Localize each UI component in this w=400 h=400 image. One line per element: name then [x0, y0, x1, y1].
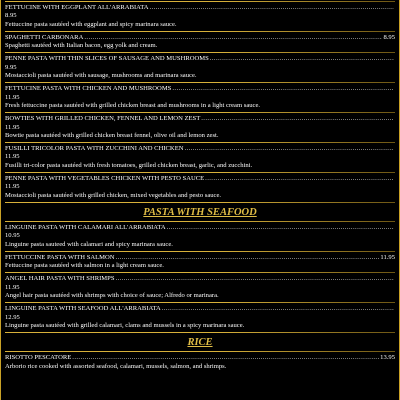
menu-item-name: LINGUINE PASTA WITH CALAMARI ALL'ARRABIATA: [5, 223, 166, 231]
menu-item-price: 11.95: [5, 283, 20, 291]
seafood-section: [5, 207, 395, 333]
divider: [5, 302, 395, 303]
menu-item-name: PENNE PASTA WITH THIN SLICES OF SAUSAGE AND MUSHROOMS: [5, 55, 209, 63]
menu-item-price: 13.95: [380, 354, 395, 362]
menu-item-price: 11.95: [5, 183, 20, 191]
divider: [5, 221, 395, 222]
divider: [5, 351, 395, 352]
menu-item-head: [5, 254, 395, 262]
menu-item-description: Fusilli tri-color pasta sautéed with fresh tomatoes, grilled chicken breast, garlic, and zucchini.: [5, 161, 253, 169]
menu-item: [5, 275, 395, 300]
menu-item: [5, 4, 395, 29]
dot-leader: [185, 145, 395, 153]
divider: [5, 202, 395, 203]
menu-item-description: Fettuccine pasta sautéed with eggplant and spicy marinara sauce.: [5, 20, 177, 28]
menu-item: [5, 354, 395, 371]
menu-item-head: [5, 224, 395, 232]
menu-item-price: 11.95: [380, 253, 395, 261]
menu-item-description: Angel hair pasta sautéed with shrimps with choice of sauce; Alfredo or marinara.: [5, 292, 219, 300]
menu-item-price: 8.95: [5, 12, 17, 20]
section-title: RICE: [187, 337, 213, 349]
menu-item-name: FUSILLI TRICOLOR PASTA WITH ZUCCHINI AND CHICKEN: [5, 145, 184, 153]
menu-item-head: [5, 145, 395, 153]
pasta-section: [5, 1, 395, 203]
menu-item-description: Linguine pasta sauteed with calamari and spicy marinara sauce.: [5, 240, 173, 248]
dot-leader: [201, 115, 394, 123]
dot-leader: [172, 85, 394, 93]
menu-item-price: 11.95: [5, 153, 20, 161]
dot-leader: [72, 354, 379, 362]
divider: [5, 332, 395, 333]
menu-item-price: 11.95: [5, 123, 20, 131]
menu-item-name: PENNE PASTA WITH VEGETABLES CHICKEN WITH PESTO SAUCE: [5, 175, 205, 183]
divider: [5, 142, 395, 143]
dot-leader: [116, 254, 380, 262]
menu-item-head: [5, 55, 395, 63]
menu-item-name: FETTUCINE PASTA WITH CHICKEN AND MUSHROOMS: [5, 85, 172, 93]
menu-item-head: [5, 275, 395, 283]
menu-item-description: Fettuccine pasta sautéed with salmon in a light cream sauce.: [5, 262, 164, 270]
dot-leader: [210, 55, 394, 63]
menu-item: [5, 55, 395, 80]
menu-item-name: FETTUCINE WITH EGGPLANT ALL'ARRABIATA: [5, 4, 149, 11]
rice-section: [5, 337, 395, 371]
dot-leader: [84, 34, 382, 42]
menu-item-description: Fresh fettuccine pasta sautéed with grilled chicken breast and mushrooms in a light cream sauce.: [5, 101, 261, 109]
menu-item-head: [5, 115, 395, 123]
menu-item: [5, 305, 395, 330]
divider: [5, 272, 395, 273]
divider: [5, 251, 395, 252]
menu-item-name: FETTUCCINE PASTA WITH SALMON: [5, 253, 115, 261]
divider: [5, 172, 395, 173]
menu-item-name: SPAGHETTI CARBONARA: [5, 33, 84, 41]
section-title: PASTA WITH SEAFOOD: [143, 206, 257, 218]
dot-leader: [116, 275, 394, 283]
menu-item-description: Mostaccioli pasta sautéed with grilled chicken, mixed vegetables and pesto sauce.: [5, 191, 222, 199]
menu-item-name: RISOTTO PESCATORE: [5, 354, 72, 362]
menu-item-name: ANGEL HAIR PASTA WITH SHRIMPS: [5, 275, 115, 283]
menu-item-description: Arborio rice cooked with assorted seafood, calamari, mussels, salmon, and shrimps.: [5, 362, 227, 370]
menu-item-description: Mostaccioli pasta sautéed with sausage, mushrooms and marinara sauce.: [5, 72, 197, 80]
menu-item-head: [5, 354, 395, 362]
divider: [5, 52, 395, 53]
menu-item: [5, 175, 395, 200]
menu-item: [5, 224, 395, 249]
menu-item-head: [5, 85, 395, 93]
menu-item-head: [5, 175, 395, 183]
menu-item-price: 9.95: [5, 63, 17, 71]
divider: [5, 82, 395, 83]
menu-item-name: BOWTIES WITH GRILLED CHICKEN, FENNEL AND LEMON ZEST: [5, 115, 201, 123]
menu-item-price: 12.95: [5, 313, 20, 321]
dot-leader: [162, 305, 394, 313]
menu-item-description: Spaghetti sautéed with Italian bacon, egg yolk and cream.: [5, 42, 158, 50]
menu-item-description: Bowtie pasta sautéed with grilled chicken breast fennel, olive oil and lemon zest.: [5, 131, 219, 139]
menu-item: [5, 115, 395, 140]
menu-item-head: [5, 34, 395, 42]
menu-item-price: 11.95: [5, 93, 20, 101]
dot-leader: [149, 4, 394, 12]
menu-item: [5, 34, 395, 51]
dot-leader: [167, 224, 394, 232]
menu-item-name: LINGUINE PASTA WITH SEAFOOD ALL'ARRABIATA: [5, 305, 161, 313]
dot-leader: [205, 175, 394, 183]
menu-item-price: 8.95: [383, 33, 395, 41]
menu-item: [5, 85, 395, 110]
divider: [5, 31, 395, 32]
menu-item: [5, 254, 395, 271]
divider: [5, 1, 395, 2]
divider: [5, 112, 395, 113]
menu-item-description: Linguine pasta sautéed with grilled calamari, clams and mussels in a spicy marinara sauce.: [5, 321, 245, 329]
menu-item-head: [5, 4, 395, 12]
menu-item-price: 10.95: [5, 232, 20, 240]
menu-item: [5, 145, 395, 170]
menu-item-head: [5, 305, 395, 313]
